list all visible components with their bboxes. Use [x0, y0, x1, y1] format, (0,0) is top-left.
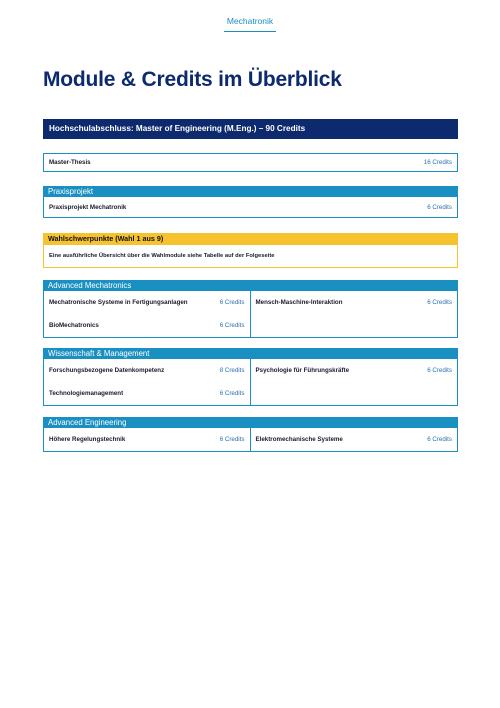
wahl-heading: Wahlschwerpunkte (Wahl 1 aus 9) [43, 233, 458, 245]
praxis-row [44, 197, 457, 217]
module-name: Elektromechanische Systeme [255, 436, 343, 443]
section-heading-advanced-engineering: Advanced Engineering [43, 417, 458, 428]
praxis-box [43, 197, 458, 218]
module-cell [44, 428, 251, 451]
module-cell [251, 291, 458, 314]
module-name: Psychologie für Führungskräfte [255, 367, 350, 374]
module-cell [44, 359, 251, 382]
module-credits: 6 Credits [219, 390, 245, 397]
module-cell [251, 359, 458, 382]
thesis-box [43, 153, 458, 172]
top-tag: Mechatronik [226, 16, 274, 26]
module-cell-empty [251, 382, 458, 405]
module-cell-empty [251, 314, 458, 337]
section-heading-advanced-mechatronics: Advanced Mechatronics [43, 280, 458, 291]
module-credits: 6 Credits [219, 436, 245, 443]
module-cell [251, 428, 458, 451]
module-credits: 8 Credits [219, 367, 245, 374]
thesis-row [44, 154, 457, 171]
module-credits: 6 Credits [427, 367, 452, 374]
module-credits: 16 Credits [423, 159, 452, 166]
module-name: Mechatronische Systeme in Fertigungsanlagen [49, 299, 188, 306]
module-credits: 6 Credits [219, 299, 245, 306]
wahl-note: Eine ausführliche Übersicht über die Wahlmodule siehe Tabelle auf der Folgeseite [43, 245, 458, 268]
module-grid-advanced-mechatronics [43, 291, 458, 338]
module-grid-advanced-engineering [43, 428, 458, 452]
module-cell [44, 314, 251, 337]
degree-banner: Hochschulabschluss: Master of Engineering (M.Eng.) – 90 Credits [43, 119, 458, 139]
module-cell [44, 382, 251, 405]
module-grid-wissenschaft-management [43, 359, 458, 406]
module-name: Mensch-Maschine-Interaktion [255, 299, 343, 306]
section-heading-wissenschaft-management: Wissenschaft & Management [43, 348, 458, 359]
module-name: BioMechatronics [49, 322, 99, 329]
top-tag-underline [224, 31, 276, 32]
module-name: Praxisprojekt Mechatronik [49, 203, 127, 211]
module-credits: 6 Credits [427, 203, 452, 211]
module-credits: 6 Credits [427, 436, 452, 443]
module-credits: 6 Credits [219, 322, 245, 329]
module-name: Master-Thesis [49, 159, 91, 166]
module-name: Technologiemanagement [49, 390, 124, 397]
module-credits: 6 Credits [427, 299, 452, 306]
page-title: Module & Credits im Überblick [43, 68, 342, 91]
module-name: Forschungsbezogene Datenkompetenz [49, 367, 165, 374]
module-name: Höhere Regelungstechnik [49, 436, 126, 443]
section-heading-praxis: Praxisprojekt [43, 186, 458, 197]
module-cell [44, 291, 251, 314]
